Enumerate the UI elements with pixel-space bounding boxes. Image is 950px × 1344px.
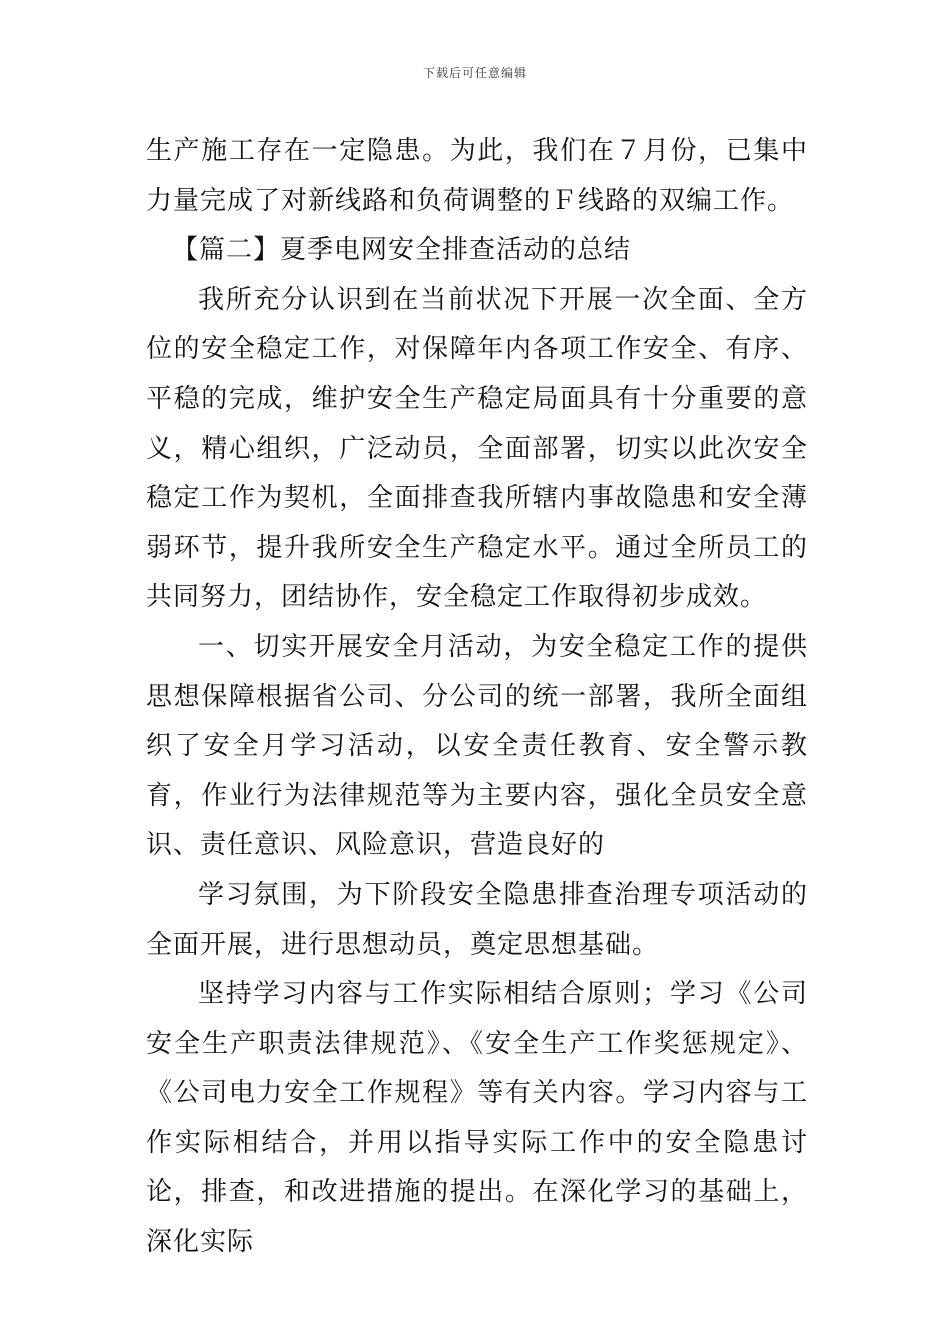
document-body <box>146 127 808 1268</box>
header-note: 下载后可任意编辑 <box>422 66 527 80</box>
paragraph-continuation: 生产施工存在一定隐患。为此，我们在７月份，已集中力量完成了对新线路和负荷调整的Ｆ线路的双编工作。 <box>146 136 808 216</box>
paragraph-study-principle: 坚持学习内容与工作实际相结合原则；学习《公司安全生产职责法律规范》、《安全生产工作奖惩规定》、《公司电力安全工作规程》等有关内容。学习内容与工作实际相结合，并用以指导实际工作中的安全隐患讨论，排查，和改进措施的提出。在深化学习的基础上，深化实际 <box>146 979 808 1258</box>
section-heading: 【篇二】夏季电网安全排查活动的总结 <box>172 235 632 266</box>
paragraph-point-one: 一、切实开展安全月活动，为安全稳定工作的提供思想保障根据省公司、分公司的统一部署，我所全面组织了安全月学习活动，以安全责任教育、安全警示教育，作业行为法律规范等为主要内容，强化全员安全意识、责任意识、风险意识，营造良好的 <box>146 631 808 861</box>
paragraph-study-atmosphere: 学习氛围，为下阶段安全隐患排查治理专项活动的全面开展，进行思想动员，奠定思想基础。 <box>146 879 808 960</box>
paragraph-intro: 我所充分认识到在当前状况下开展一次全面、全方位的安全稳定工作，对保障年内各项工作安全、有序、平稳的完成，维护安全生产稳定局面具有十分重要的意义，精心组织，广泛动员，全面部署，切实以此次安全稳定工作为契机，全面排查我所辖内事故隐患和安全薄弱环节，提升我所安全生产稳定水平。通过全所员工的共同努力，团结协作，安全稳定工作取得初步成效。 <box>146 284 808 613</box>
